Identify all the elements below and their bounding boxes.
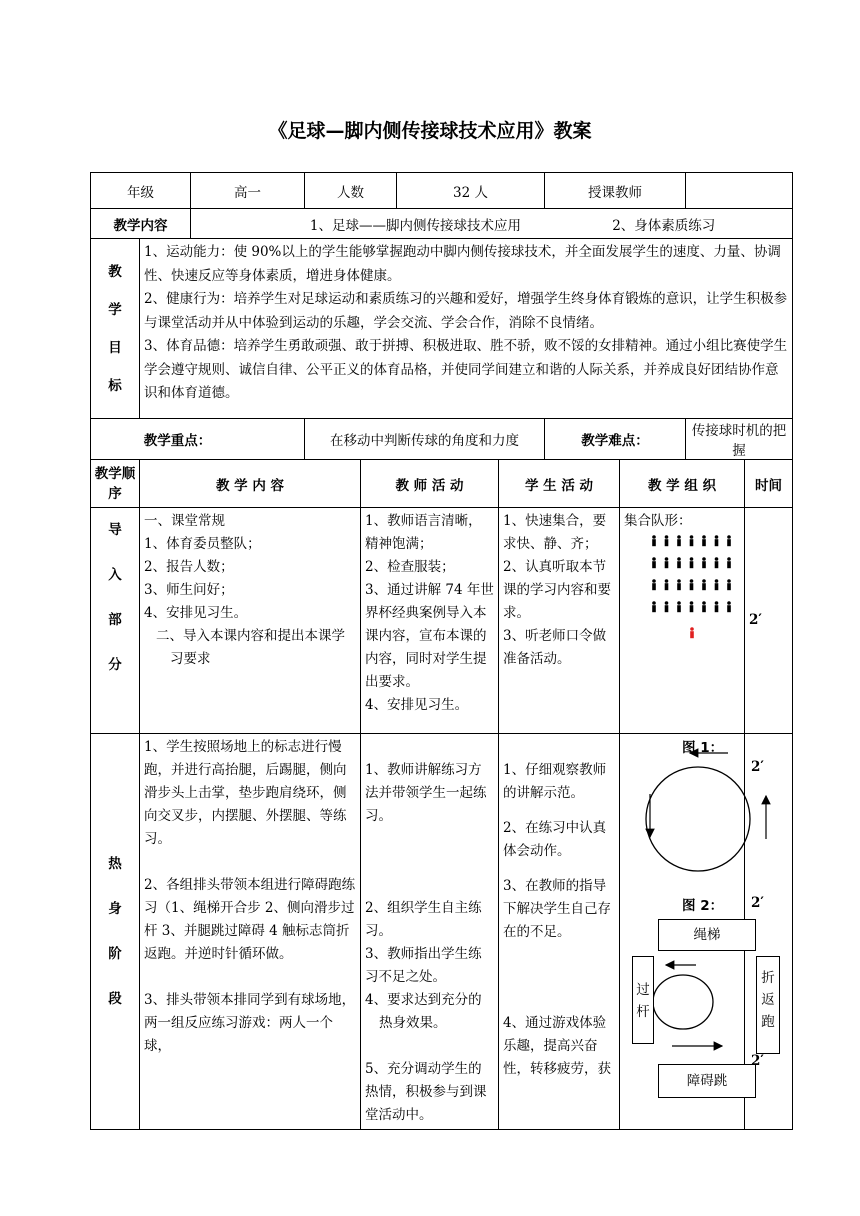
intro-student <box>499 508 620 734</box>
content-item-1: 1、足球——脚内侧传接球技术应用 <box>309 217 521 234</box>
intro-student-line: 2、认真听取本节课的学习内容和要求。 <box>503 559 611 621</box>
teacher-figure <box>690 627 694 638</box>
header-time: 时间 <box>745 460 793 508</box>
goals-label-char: 学 <box>108 301 122 318</box>
student-figure <box>665 579 669 590</box>
warmup-label-char: 身 <box>108 900 122 917</box>
student-figure <box>652 579 656 590</box>
student-figure <box>715 579 719 590</box>
student-figure <box>702 535 706 546</box>
student-figure <box>702 557 706 568</box>
warmup-student-line: 4、通过游戏体验乐趣，提高兴奋性，转移疲劳，获 <box>503 1015 611 1077</box>
intro-content-line: 4、安排见习生。 <box>144 605 248 621</box>
intro-label-char: 导 <box>108 522 122 538</box>
difficulty-value: 传接球时机的把握 <box>686 419 793 460</box>
lesson-plan-table <box>90 172 793 1130</box>
intro-label-char: 入 <box>108 567 122 583</box>
intro-content-line: 3、师生问好； <box>144 582 234 598</box>
header-order: 教学顺序 <box>91 460 140 508</box>
student-figure <box>702 601 706 612</box>
intro-row <box>91 508 793 734</box>
difficulty-label: 教学难点： <box>545 419 686 460</box>
warmup-content <box>140 734 361 1130</box>
intro-teacher-line: 4、安排见习生。 <box>365 697 469 713</box>
student-figure <box>677 601 681 612</box>
header-row <box>91 460 793 508</box>
intro-label-char: 分 <box>108 657 122 673</box>
warmup-time-2: 2′ <box>751 895 764 911</box>
teacher-label: 授课教师 <box>545 173 686 209</box>
warmup-label-char: 阶 <box>108 945 122 962</box>
student-figure <box>665 557 669 568</box>
intro-teacher-line: 2、检查服装； <box>365 559 455 575</box>
station-poles: 过 杆 <box>632 956 654 1044</box>
student-figure <box>727 579 731 590</box>
goals-label-char: 标 <box>108 377 122 394</box>
warmup-content-line: 1、学生按照场地上的标志进行慢跑，并进行高抬腿，后踢腿，侧向滑步头上击掌，垫步跑肩绕环，侧向交叉步，内摆腿、外摆腿、等练习。 <box>144 739 347 847</box>
warmup-time-3: 2′ <box>751 1053 764 1069</box>
warmup-teacher-line: 3、教师指出学生练习不足之处。 <box>365 946 482 985</box>
student-figure <box>677 535 681 546</box>
document-title: 《足球—脚内侧传接球技术应用》教案 <box>268 120 592 142</box>
content-items <box>191 209 793 239</box>
content-item-2: 2、身体素质练习 <box>612 217 716 234</box>
figure-1-label: 图 1： <box>682 740 724 756</box>
warmup-student-line: 3、在教师的指导下解决学生自己存在的不足。 <box>503 878 611 940</box>
formation-diagram <box>624 533 744 653</box>
intro-content-line: 2、报告人数； <box>144 559 234 575</box>
warmup-time-1: 2′ <box>751 759 764 775</box>
figure-2-label: 图 2： <box>682 898 724 914</box>
header-teacher: 教 师 活 动 <box>361 460 499 508</box>
station-hurdle-jump: 障碍跳 <box>658 1064 756 1098</box>
goals-label-char: 目 <box>108 339 122 356</box>
header-organization: 教 学 组 织 <box>620 460 745 508</box>
formation-label: 集合队形： <box>624 513 692 529</box>
student-figure <box>715 557 719 568</box>
intro-teacher <box>361 508 499 734</box>
student-figure <box>690 557 694 568</box>
warmup-content-line: 3、排头带领本排同学到有球场地，两一组反应练习游戏：两人一个球， <box>144 992 356 1054</box>
student-figure <box>715 535 719 546</box>
header-student: 学 生 活 动 <box>499 460 620 508</box>
intro-student-line: 1、快速集合，要求快、静、齐； <box>503 513 607 552</box>
warmup-teacher-line: 4、要求达到充分的热身效果。 <box>365 992 482 1031</box>
header-content: 教 学 内 容 <box>140 460 361 508</box>
student-figure <box>702 579 706 590</box>
intro-time <box>745 508 793 734</box>
grade-label: 年级 <box>91 173 191 209</box>
student-figure <box>665 535 669 546</box>
focus-row <box>91 419 793 460</box>
teacher-value <box>686 173 793 209</box>
grade-value: 高一 <box>191 173 305 209</box>
key-point-value: 在移动中判断传球的角度和力度 <box>305 419 545 460</box>
station-rope-ladder: 绳梯 <box>658 919 756 951</box>
warmup-label-char: 段 <box>108 990 122 1007</box>
count-value: 32 人 <box>397 173 545 209</box>
warmup-content-line: 2、各组排头带领本组进行障碍跑练习（1、绳梯开合步 2、侧向滑步过杆 3、并腿跳过障碍 4 触标志筒折返跑。并逆时针循环做。 <box>144 877 356 962</box>
intro-student-line: 3、听老师口令做准备活动。 <box>503 628 607 667</box>
student-figure <box>727 601 731 612</box>
track-circle <box>646 767 750 871</box>
student-figure <box>677 557 681 568</box>
goals-label <box>91 239 140 419</box>
warmup-time <box>745 734 793 1130</box>
goals-text <box>140 239 793 419</box>
info-row <box>91 173 793 209</box>
intro-time-value: 2′ <box>749 612 762 628</box>
content-label: 教学内容 <box>91 209 191 239</box>
student-figure <box>690 535 694 546</box>
student-figure <box>727 557 731 568</box>
warmup-row <box>91 734 793 1130</box>
student-figure <box>677 579 681 590</box>
intro-content-line: 1、体育委员整队； <box>144 536 261 552</box>
warmup-teacher-line: 1、教师讲解练习方法并带领学生一起练习。 <box>365 762 487 824</box>
warmup-student-line: 1、仔细观察教师的讲解示范。 <box>503 762 607 801</box>
warmup-student <box>499 734 620 1130</box>
warmup-label <box>91 734 140 1130</box>
station-shuttle-run: 折 返 跑 <box>756 956 780 1054</box>
goal-item: 3、体育品德：培养学生勇敢顽强、敢于拼搏、积极进取、胜不骄，败不馁的女排精神。通过小组比赛使学生学会遵守规则、诚信自律、公平正义的体育品格，并使同学间建立和谐的人际关系，并养成良好团结协作意识和体育道德。 <box>144 338 788 401</box>
intro-content-line: 一、课堂常规 <box>144 513 225 529</box>
intro-label <box>91 508 140 734</box>
warmup-teacher-line: 2、组织学生自主练习。 <box>365 900 482 939</box>
student-figure <box>690 579 694 590</box>
intro-teacher-line: 3、通过讲解 74 年世界杯经典案例导入本课内容，宣布本课的内容，同时对学生提出要求。 <box>365 582 494 690</box>
student-figure <box>665 601 669 612</box>
goal-item: 1、运动能力：使 90%以上的学生能够掌握跑动中脚内侧传接球技术，并全面发展学生的速度、力量、协调性、快速反应等身体素质，增进身体健康。 <box>144 244 781 284</box>
student-figure <box>652 601 656 612</box>
goals-row <box>91 239 793 419</box>
student-figure <box>652 535 656 546</box>
key-point-label: 教学重点： <box>91 419 305 460</box>
student-figure <box>690 601 694 612</box>
intro-teacher-line: 1、教师语言清晰，精神饱满； <box>365 513 482 552</box>
warmup-label-char: 热 <box>108 855 122 872</box>
goal-item: 2、健康行为：培养学生对足球运动和素质练习的兴趣和爱好，增强学生终身体育锻炼的意识，让学生积极参与课堂活动并从中体验到运动的乐趣，学会交流、学会合作，消除不良情绪。 <box>144 291 788 331</box>
warmup-student-line: 2、在练习中认真体会动作。 <box>503 820 607 859</box>
warmup-teacher-line: 5、充分调动学生的热情，积极参与到课堂活动中。 <box>365 1061 487 1123</box>
warmup-organization <box>620 734 775 1130</box>
intro-organization <box>620 508 745 734</box>
student-figure <box>652 557 656 568</box>
intro-content-line: 二、导入本课内容和提出本课学习要求 <box>156 628 345 667</box>
intro-label-char: 部 <box>108 612 122 628</box>
content-row <box>91 209 793 239</box>
student-figure <box>727 535 731 546</box>
intro-content <box>140 508 361 734</box>
student-figure <box>715 601 719 612</box>
loop-circle <box>653 975 713 1029</box>
goals-label-char: 教 <box>108 263 122 280</box>
warmup-teacher <box>361 734 499 1130</box>
count-label: 人数 <box>305 173 397 209</box>
